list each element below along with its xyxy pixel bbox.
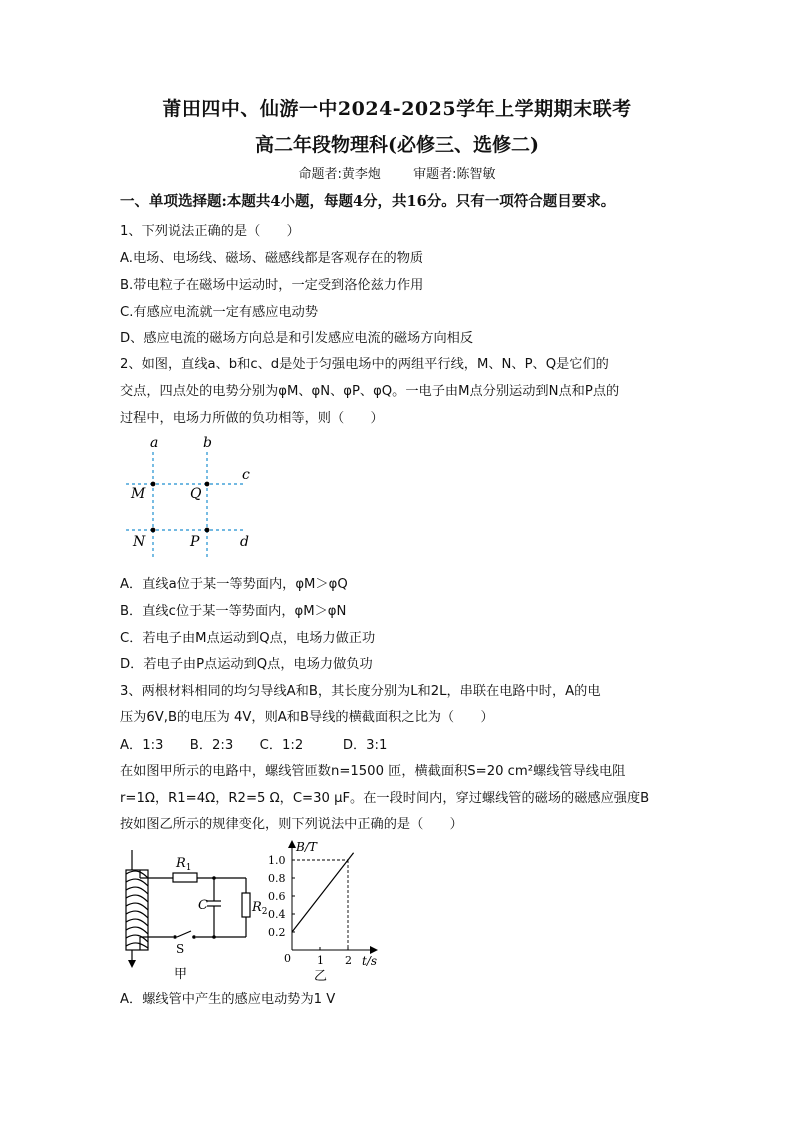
q1-option-a: A.电场、电场线、磁场、磁感线都是客观存在的物质 — [120, 251, 424, 266]
q3-options: A．1:3 B．2:3 C．1:2 D．3:1 — [120, 738, 388, 753]
exam-subtitle: 高二年段物理科(必修三、选修二) — [255, 134, 539, 156]
label-q: Q — [190, 486, 202, 502]
point-n — [151, 528, 156, 533]
r2-subscript: 2 — [261, 907, 268, 917]
exam-title: 莆田四中、仙游一中2024-2025学年上学期期末联考 — [162, 98, 632, 120]
q2-option-b: B．直线c位于某一等势面内，φM＞φN — [120, 604, 347, 619]
author: 命题者:黄李炮 — [298, 167, 381, 182]
origin-label: 0 — [284, 952, 291, 965]
y-tick-label: 0.2 — [268, 926, 286, 939]
q3-stem-line1: 3、两根材料相同的均匀导线A和B，其长度分别为L和2L，串联在电路中时，A的电 — [120, 684, 601, 699]
label-d: d — [240, 534, 249, 550]
label-n: N — [133, 534, 146, 550]
x-tick-label: 1 — [317, 954, 324, 967]
y-axis-arrow — [288, 840, 296, 848]
q2-option-d: D．若电子由P点运动到Q点，电场力做负功 — [120, 657, 373, 672]
point-m — [151, 482, 156, 487]
q4-stem-line3: 按如图乙所示的规律变化，则下列说法中正确的是（ ） — [120, 817, 463, 832]
r1-label: R — [176, 856, 186, 871]
r2-label: R — [252, 900, 262, 915]
point-p — [205, 528, 210, 533]
y-tick-label: 0.4 — [268, 908, 286, 921]
svg-text:R1 — [175, 856, 192, 873]
resistor-r1 — [173, 873, 197, 882]
x-axis-arrow — [370, 946, 378, 954]
section-heading: 一、单项选择题:本题共4小题，每题4分，共16分。只有一项符合题目要求。 — [120, 193, 616, 210]
y-tick-label: 0.6 — [268, 890, 286, 903]
q4-stem-line2: r=1Ω，R1=4Ω，R2=5 Ω，C=30 μF。在一段时间内，穿过螺线管的磁场的磁感应强度B — [120, 791, 650, 806]
q3-stem-line2: 压为6V,B的电压为 4V，则A和B导线的横截面积之比为（ ） — [120, 710, 494, 725]
c-label: C — [198, 898, 208, 913]
q1-stem: 1、下列说法正确的是（ ） — [120, 224, 300, 239]
circuit-caption: 甲 — [174, 967, 188, 982]
point-q — [205, 482, 210, 487]
x-tick-label: 2 — [345, 954, 352, 967]
q2-stem-line3: 过程中，电场力所做的负功相等，则（ ） — [120, 411, 384, 426]
q2-option-c: C．若电子由M点运动到Q点，电场力做正功 — [120, 631, 376, 646]
label-m: M — [131, 486, 146, 502]
resistor-r2 — [242, 893, 250, 917]
reviewer: 审题者:陈智敏 — [413, 167, 496, 182]
label-p: P — [190, 534, 200, 550]
q4-stem-line1: 在如图甲所示的电路中，螺线管匝数n=1500 匝，横截面积S=20 cm²螺线管导线电阻 — [120, 764, 626, 779]
q1-option-b: B.带电粒子在磁场中运动时，一定受到洛伦兹力作用 — [120, 278, 424, 293]
label-b: b — [203, 435, 212, 451]
q2-stem-line2: 交点，四点处的电势分别为φM、φN、φP、φQ。一电子由M点分别运动到N点和P点的 — [120, 384, 620, 399]
graph-caption: 乙 — [314, 969, 328, 984]
y-tick-label: 1.0 — [268, 854, 286, 867]
solenoid — [126, 870, 148, 950]
q1-option-c: C.有感应电流就一定有感应电动势 — [120, 305, 319, 320]
label-c: c — [242, 467, 250, 483]
switch-blade — [177, 931, 191, 937]
b-t-series-line — [292, 853, 354, 932]
q2-figure — [118, 432, 258, 557]
q1-option-d: D、感应电流的磁场方向总是和引发感应电流的磁场方向相反 — [120, 331, 474, 346]
b-t-graph — [262, 838, 382, 983]
y-axis-label: B/T — [296, 840, 317, 854]
q4-option-a: A．螺线管中产生的感应电动势为1 V — [120, 992, 336, 1007]
x-axis-label: t/s — [362, 954, 378, 968]
y-tick-label: 0.8 — [268, 872, 286, 885]
q2-option-a: A．直线a位于某一等势面内，φM＞φQ — [120, 577, 348, 592]
circuit-figure — [118, 848, 268, 983]
s-label: S — [176, 942, 185, 956]
q2-stem-line1: 2、如图，直线a、b和c、d是处于匀强电场中的两组平行线，M、N、P、Q是它们的 — [120, 357, 609, 372]
label-a: a — [150, 435, 159, 451]
r1-subscript: 1 — [185, 863, 192, 873]
authors-line — [0, 163, 794, 182]
